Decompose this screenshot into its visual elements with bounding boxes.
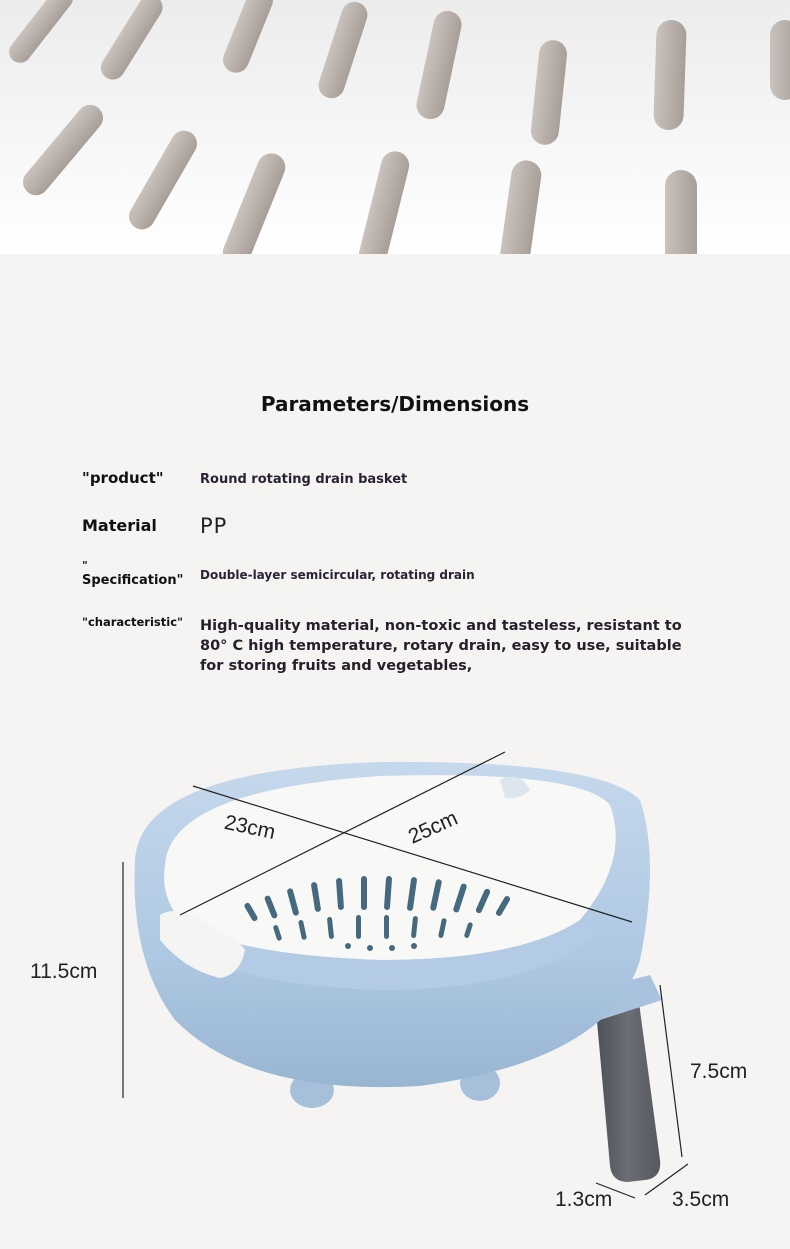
dimension-handle-thickness: 1.3cm [555, 1188, 613, 1211]
characteristic-value: High-quality material, non-toxic and tasteless, resistant to 80° C high temperature, rotary drain, easy to use, suitable for storing fruits and vegetables, [200, 618, 682, 674]
basket-dimension-diagram [0, 730, 790, 1249]
handle-shape [596, 995, 660, 1182]
inner-basket [164, 775, 616, 960]
product-value: Round rotating drain basket [200, 472, 408, 487]
dimension-handle-width: 3.5cm [672, 1188, 730, 1211]
specification-label-text: Specification" [82, 573, 184, 588]
dimension-23cm: 23cm [222, 810, 278, 845]
drain-slots-closeup-photo [0, 0, 790, 254]
dimension-handle-length: 7.5cm [690, 1060, 748, 1083]
characteristic-label: "characteristic" [82, 615, 184, 629]
specification-label [82, 560, 192, 590]
material-value: PP [200, 514, 228, 538]
dimension-25cm: 25cm [404, 806, 462, 849]
specification-value: Double-layer semicircular, rotating drain [200, 568, 475, 582]
product-label: "product" [82, 469, 164, 487]
page-title: Parameters/Dimensions [260, 392, 530, 416]
specification-label-quote: " [82, 559, 88, 572]
material-label: Material [82, 516, 157, 535]
dimension-height: 11.5cm [30, 960, 98, 983]
